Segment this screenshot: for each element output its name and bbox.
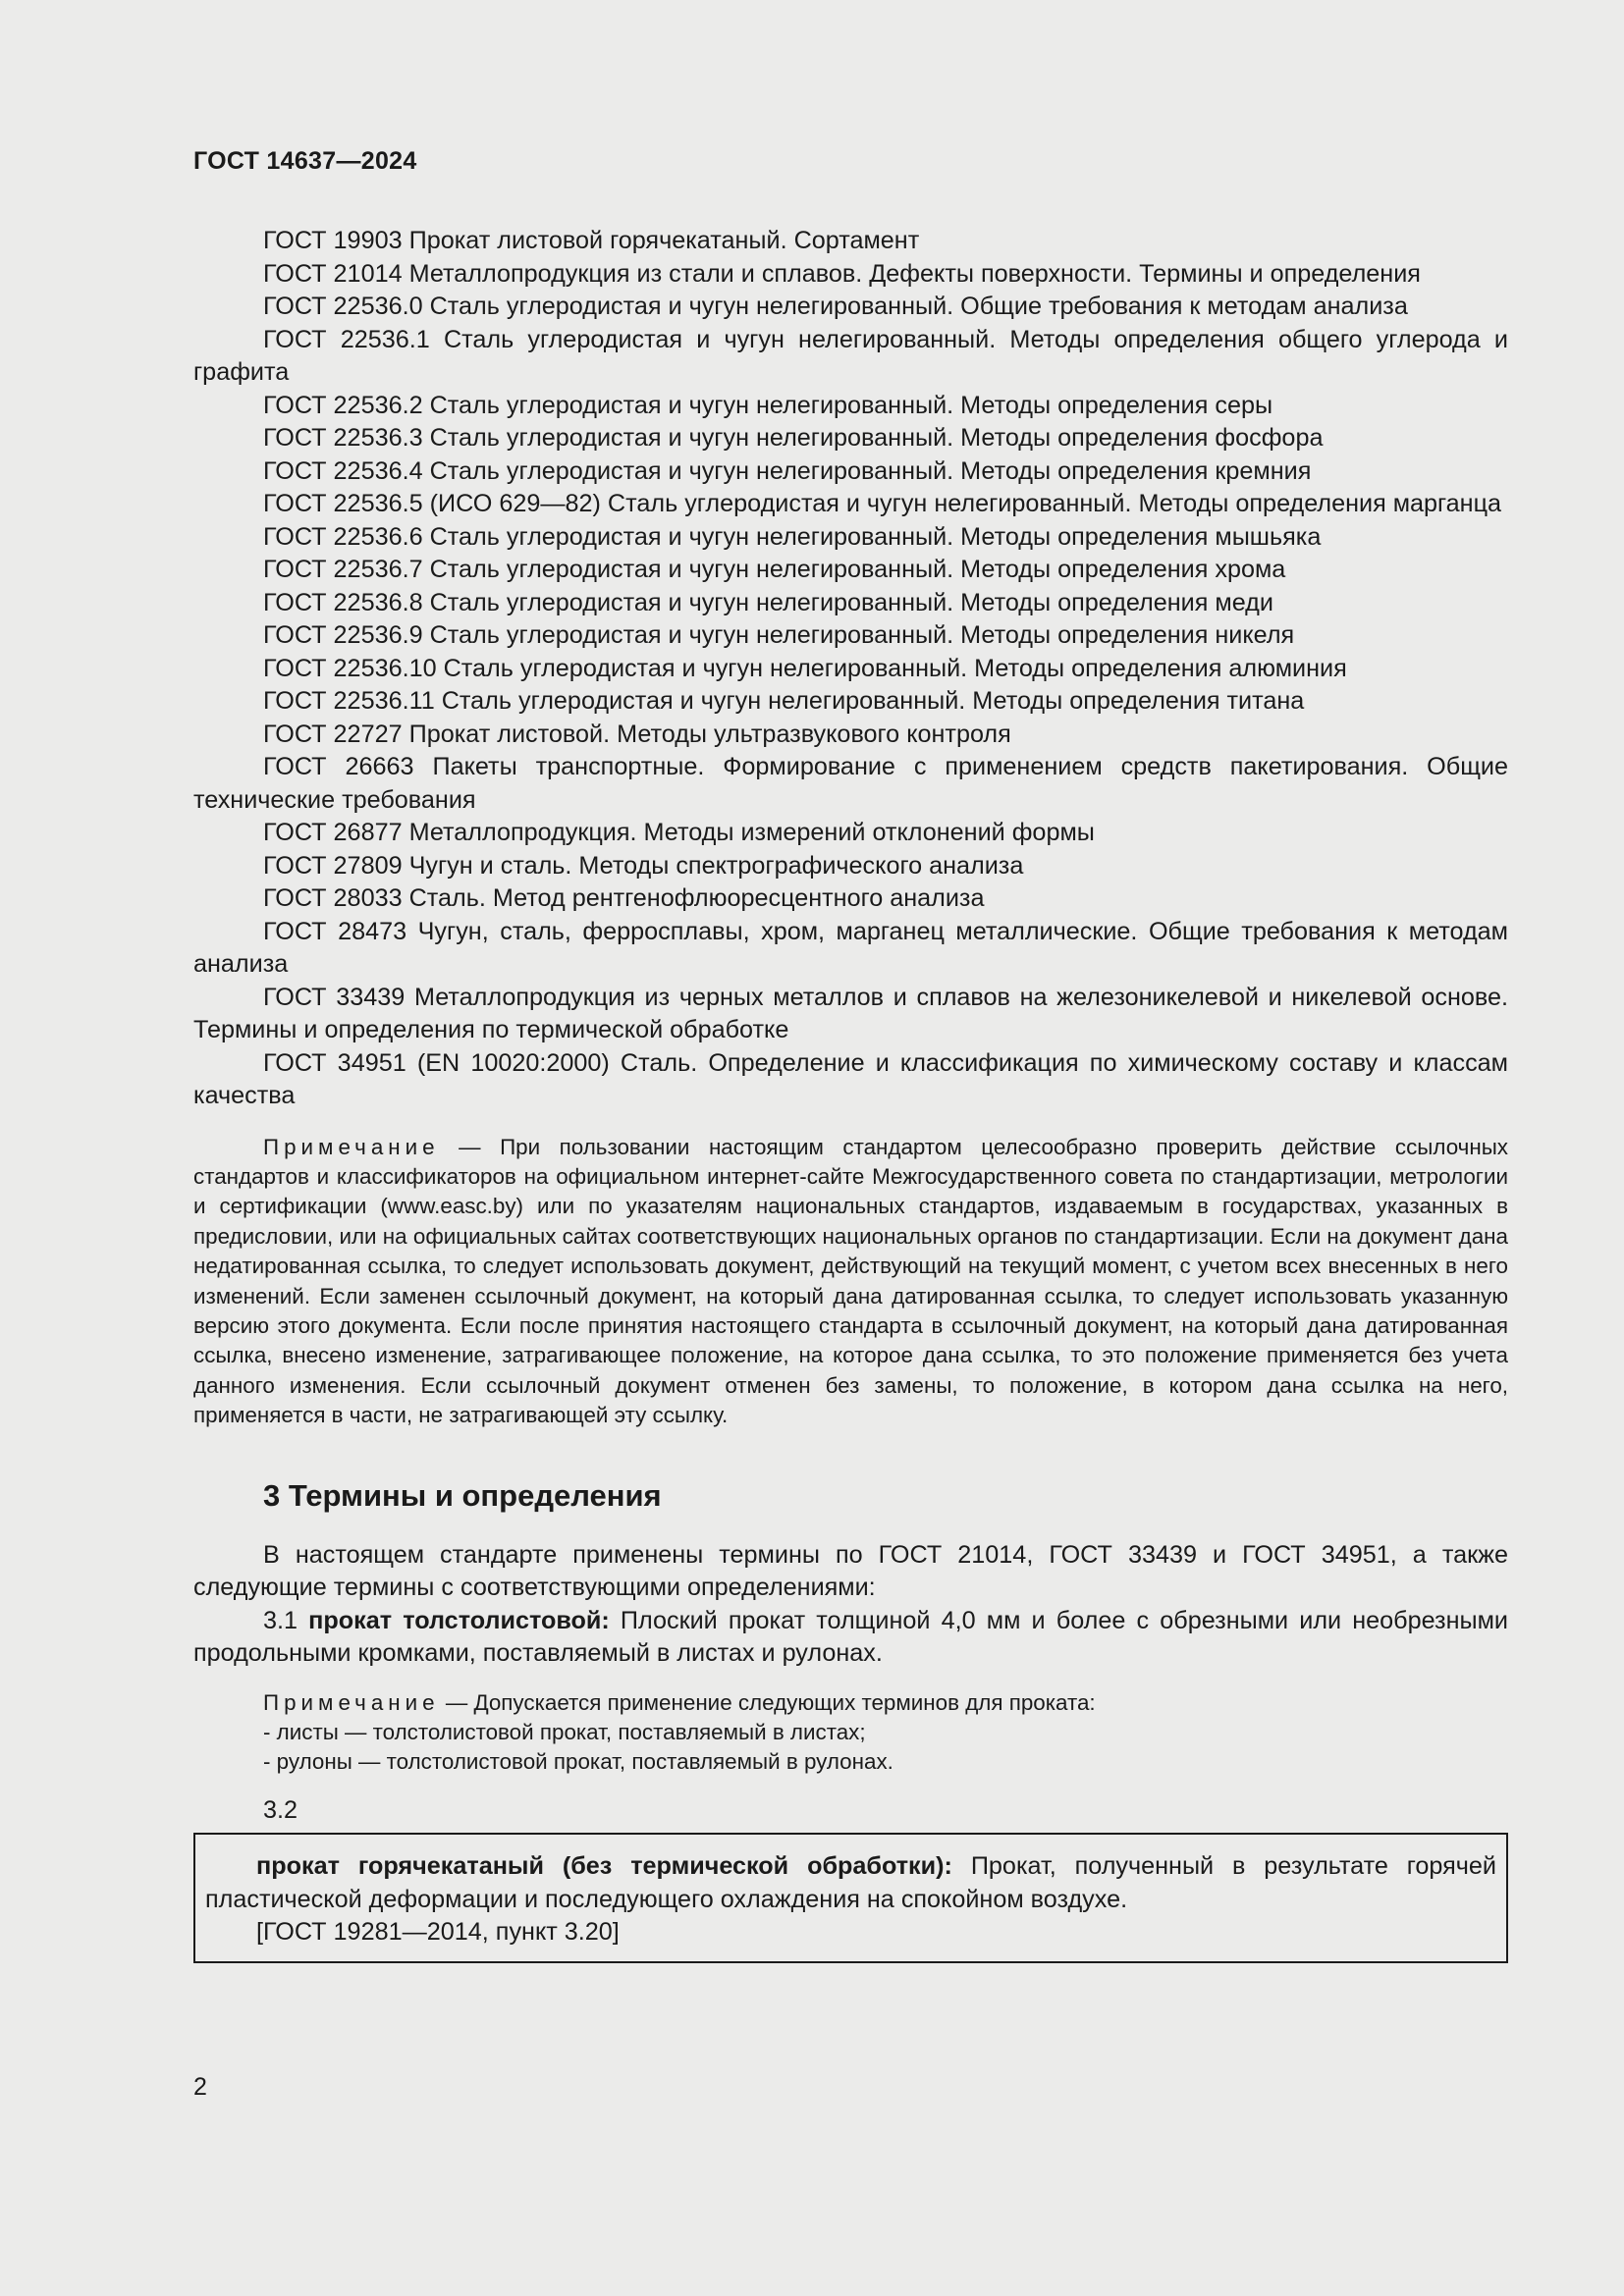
- reference-item: ГОСТ 33439 Металлопродукция из черных металлов и сплавов на железоникелевой и никелевой основе. Термины и определения по термической обработке: [193, 983, 1508, 1043]
- reference-item: ГОСТ 26877 Металлопродукция. Методы измерений отклонений формы: [263, 819, 1095, 846]
- term-number: 3.2: [263, 1795, 298, 1824]
- term-3-1: [193, 1605, 1508, 1671]
- page-number: 2: [193, 2073, 207, 2101]
- reference-item: ГОСТ 22536.5 (ИСО 629—82) Сталь углеродистая и чугун нелегированный. Методы определения марганца: [263, 490, 1502, 517]
- references-list: [193, 225, 1508, 1113]
- term-number: 3.1: [263, 1606, 309, 1634]
- note-text: — Допускается применение следующих терминов для проката:: [439, 1689, 1096, 1715]
- reference-item: ГОСТ 27809 Чугун и сталь. Методы спектрографического анализа: [263, 851, 1024, 880]
- term-definition: Прокат, полученный в результате горячей пластической деформации и последующего охлаждения на спокойном воздухе.: [205, 1852, 1496, 1913]
- reference-item: ГОСТ 28473 Чугун, сталь, ферросплавы, хром, марганец металлические. Общие требования к методам анализа: [193, 917, 1508, 978]
- note-list-item: - листы — толстолистовой прокат, поставляемый в листах;: [263, 1719, 866, 1744]
- references-note: [193, 1133, 1508, 1431]
- term-definition: Плоский прокат толщиной 4,0 мм и более с обрезными или необрезными продольными кромками, поставляемый в листах и рулонах.: [193, 1606, 1508, 1668]
- page-body: [193, 225, 1508, 1963]
- reference-item: ГОСТ 22536.3 Сталь углеродистая и чугун нелегированный. Методы определения фосфора: [263, 424, 1324, 452]
- reference-item: ГОСТ 28033 Сталь. Метод рентгенофлюоресцентного анализа: [263, 884, 985, 912]
- reference-item: ГОСТ 22536.0 Сталь углеродистая и чугун нелегированный. Общие требования к методам анализа: [263, 293, 1408, 320]
- reference-item: ГОСТ 22536.11 Сталь углеродистая и чугун нелегированный. Методы определения титана: [263, 687, 1305, 715]
- term-source: [ГОСТ 19281—2014, пункт 3.20]: [256, 1918, 620, 1947]
- reference-item: ГОСТ 26663 Пакеты транспортные. Формирование с применением средств пакетирования. Общие технические требования: [193, 753, 1508, 814]
- note-label: Примечание: [263, 1134, 440, 1159]
- term-3-2-box: [193, 1833, 1508, 1963]
- reference-item: ГОСТ 34951 (EN 10020:2000) Сталь. Определение и классификация по химическому составу и классам качества: [193, 1048, 1508, 1109]
- section-title: 3 Термины и определения: [263, 1477, 662, 1513]
- page-header: ГОСТ 14637—2024: [193, 147, 417, 175]
- reference-item: ГОСТ 19903 Прокат листовой горячекатаный. Сортамент: [263, 227, 920, 254]
- term-name: прокат толстолистовой:: [308, 1606, 610, 1634]
- reference-item: ГОСТ 22536.6 Сталь углеродистая и чугун нелегированный. Методы определения мышьяка: [263, 522, 1322, 551]
- reference-item: ГОСТ 22727 Прокат листовой. Методы ультразвукового контроля: [263, 720, 1011, 748]
- reference-item: ГОСТ 22536.7 Сталь углеродистая и чугун нелегированный. Методы определения хрома: [263, 556, 1286, 583]
- section-intro: В настоящем стандарте применены термины по ГОСТ 21014, ГОСТ 33439 и ГОСТ 34951, а также следующие термины с соответствующими определениями:: [193, 1540, 1508, 1602]
- reference-item: ГОСТ 21014 Металлопродукция из стали и сплавов. Дефекты поверхности. Термины и определения: [263, 259, 1421, 288]
- note-list-item: - рулоны — толстолистовой прокат, поставляемый в рулонах.: [263, 1748, 893, 1774]
- term-name: прокат горячекатаный (без термической обработки):: [256, 1852, 952, 1881]
- term-3-2: [205, 1850, 1496, 1916]
- reference-item: ГОСТ 22536.4 Сталь углеродистая и чугун нелегированный. Методы определения кремния: [263, 456, 1312, 485]
- reference-item: ГОСТ 22536.1 Сталь углеродистая и чугун нелегированный. Методы определения общего углерода и графита: [193, 325, 1508, 386]
- term-note: [263, 1688, 1508, 1777]
- note-label: Примечание: [263, 1689, 440, 1715]
- reference-item: ГОСТ 22536.8 Сталь углеродистая и чугун нелегированный. Методы определения меди: [263, 588, 1273, 616]
- reference-item: ГОСТ 22536.2 Сталь углеродистая и чугун нелегированный. Методы определения серы: [263, 391, 1273, 419]
- reference-item: ГОСТ 22536.10 Сталь углеродистая и чугун нелегированный. Методы определения алюминия: [263, 654, 1347, 682]
- reference-item: ГОСТ 22536.9 Сталь углеродистая и чугун нелегированный. Методы определения никеля: [263, 621, 1295, 649]
- note-text: — При пользовании настоящим стандартом целесообразно проверить действие ссылочных стандартов и классификаторов на официальном интернет-сайте Межгосударственного совета по стандартизации, метрологии и сертификации (www.easc.by) или по указателям национальных стандартов, издаваемым в государствах, указанных в предисловии, или на официальных сайтах соответствующих национальных органов по стандартизации. Если на документ дана недатированная ссылка, то следует использовать документ, действующий на текущий момент, с учетом всех внесенных в него изменений. Если заменен ссылочный документ, на который дана датированная ссылка, то следует использовать указанную версию этого документа. Если после принятия настоящего стандарта в ссылочный документ, на который дана датированная ссылка, внесено изменение, затрагивающее положение, на которое дана ссылка, то это положение применяется без учета данного изменения. Если ссылочный документ отменен без замены, то положение, в котором дана ссылка на него, применяется в части, не затрагивающей эту ссылку.: [193, 1134, 1508, 1428]
